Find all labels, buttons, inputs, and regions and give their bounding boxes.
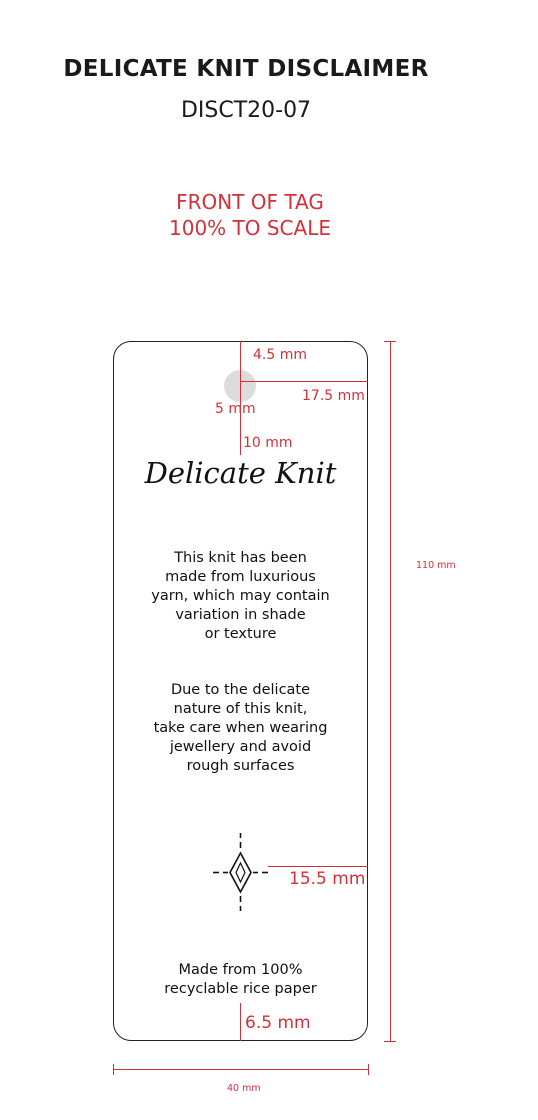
document-title: DELICATE KNIT DISCLAIMER [63, 56, 429, 82]
dim-motif-offset: 15.5 mm [289, 869, 366, 889]
dim-hole-top: 4.5 mm [253, 347, 307, 363]
paragraph-line: nature of this knit, [173, 701, 308, 717]
paragraph-line: made from luxurious [165, 569, 316, 585]
care-paragraph-2 [113, 681, 368, 776]
diamond-motif-icon [213, 833, 268, 911]
care-paragraph-1 [113, 549, 368, 644]
dim-width: 40 mm [227, 1083, 261, 1094]
paragraph-line: or texture [204, 626, 277, 642]
material-note [113, 961, 368, 999]
tag-heading: Delicate Knit [144, 456, 337, 490]
paragraph-line: This knit has been [174, 550, 307, 566]
dim-bottom-margin: 6.5 mm [245, 1013, 311, 1033]
paragraph-line: take care when wearing [153, 720, 328, 736]
paragraph-line: Due to the delicate [170, 682, 311, 698]
paragraph-line: variation in shade [175, 607, 306, 623]
scale-note-line1: FRONT OF TAG [176, 190, 324, 214]
paragraph-line: yarn, which may contain [151, 588, 330, 604]
paragraph-line: rough surfaces [186, 758, 295, 774]
paragraph-line: recyclable rice paper [164, 981, 317, 997]
dim-hole-to-text: 10 mm [243, 435, 293, 451]
paragraph-line: jewellery and avoid [169, 739, 312, 755]
paragraph-line: Made from 100% [178, 962, 303, 978]
dim-height: 110 mm [416, 560, 456, 571]
scale-note-line2: 100% TO SCALE [169, 216, 331, 240]
dim-hole-diameter: 5 mm [215, 401, 256, 417]
dim-hole-side: 17.5 mm [302, 388, 365, 404]
product-code: DISCT20-07 [180, 98, 312, 123]
